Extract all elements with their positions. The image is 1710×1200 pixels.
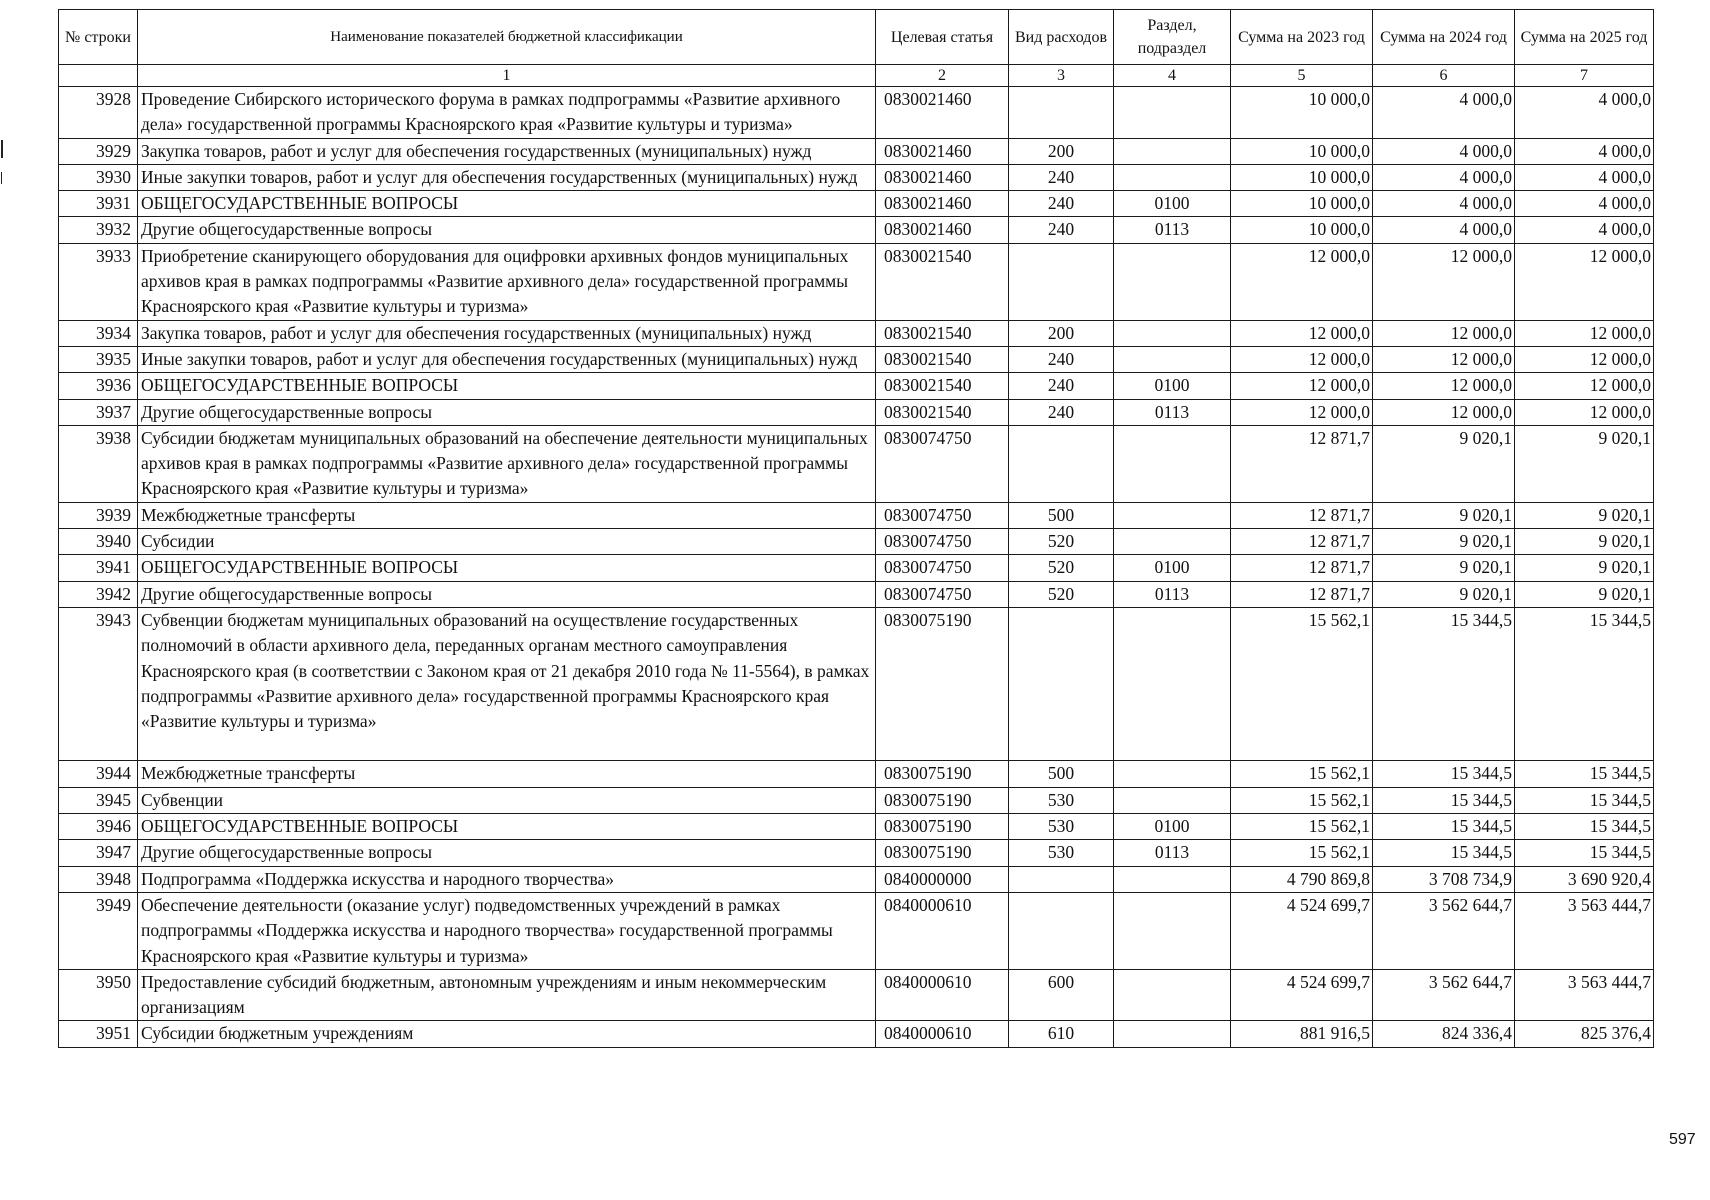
indicator-name: Предоставление субсидий бюджетным, автономным учреждениям и иным некоммерческим организациям [138,969,876,1021]
indicator-name: Подпрограмма «Поддержка искусства и народного творчества» [138,866,876,892]
target-article-code: 0830021540 [876,399,1009,425]
column-number [59,65,138,87]
amount-2025: 825 376,4 [1515,1021,1654,1047]
amount-2024: 9 020,1 [1373,581,1515,607]
table-row [59,138,1654,164]
expense-type-code [1009,243,1114,320]
table-row [59,969,1654,1021]
row-number: 3943 [59,607,138,760]
table-row [59,840,1654,866]
amount-2025: 15 344,5 [1515,607,1654,760]
row-number: 3951 [59,1021,138,1047]
indicator-name: Закупка товаров, работ и услуг для обеспечения государственных (муниципальных) нужд [138,138,876,164]
header-expense-type: Вид расходов [1009,10,1114,65]
table-row [59,164,1654,190]
amount-2023: 10 000,0 [1231,217,1373,243]
section-code [1114,320,1231,346]
indicator-name: Другие общегосударственные вопросы [138,217,876,243]
target-article-code: 0830021540 [876,243,1009,320]
indicator-name: Субсидии бюджетам муниципальных образований на обеспечение деятельности муниципальных архивов края в рамках подпрограммы «Развитие архивного дела» государственной программы Красноярского края «Развитие культуры и туризма» [138,425,876,502]
section-code [1114,1021,1231,1047]
expense-type-code: 240 [1009,373,1114,399]
amount-2023: 12 871,7 [1231,425,1373,502]
section-code: 0113 [1114,399,1231,425]
amount-2023: 10 000,0 [1231,191,1373,217]
row-number: 3941 [59,555,138,581]
target-article-code: 0830074750 [876,555,1009,581]
indicator-name: Субвенции бюджетам муниципальных образований на осуществление государственных полномочий в области архивного дела, переданных органам местного самоуправления Красноярского края (в соответствии с Законом края от 21 декабря 2010 года № 11-5564), в рамках подпрограммы «Развитие архивного дела» государственной программы Красноярского края «Развитие культуры и туризма» [138,607,876,760]
indicator-name: Иные закупки товаров, работ и услуг для обеспечения государственных (муниципальных) нужд [138,164,876,190]
column-number: 2 [876,65,1009,87]
row-number: 3945 [59,787,138,813]
section-code [1114,866,1231,892]
row-number: 3934 [59,320,138,346]
expense-type-code: 520 [1009,529,1114,555]
target-article-code: 0840000610 [876,1021,1009,1047]
indicator-name: Обеспечение деятельности (оказание услуг) подведомственных учреждений в рамках подпрограммы «Поддержка искусства и народного творчества» государственной программы Красноярского края «Развитие культуры и туризма» [138,892,876,969]
column-number: 1 [138,65,876,87]
column-number: 3 [1009,65,1114,87]
amount-2025: 3 563 444,7 [1515,892,1654,969]
indicator-name: Субсидии [138,529,876,555]
section-code [1114,243,1231,320]
indicator-name: Субвенции [138,787,876,813]
amount-2023: 12 871,7 [1231,581,1373,607]
expense-type-code: 530 [1009,814,1114,840]
section-code [1114,346,1231,372]
expense-type-code: 500 [1009,761,1114,787]
amount-2023: 12 871,7 [1231,555,1373,581]
table-row [59,346,1654,372]
amount-2023: 15 562,1 [1231,607,1373,760]
amount-2025: 9 020,1 [1515,502,1654,528]
column-number: 5 [1231,65,1373,87]
amount-2024: 15 344,5 [1373,607,1515,760]
target-article-code: 0840000610 [876,969,1009,1021]
amount-2023: 12 000,0 [1231,243,1373,320]
indicator-name: ОБЩЕГОСУДАРСТВЕННЫЕ ВОПРОСЫ [138,191,876,217]
amount-2023: 4 524 699,7 [1231,969,1373,1021]
expense-type-code: 240 [1009,399,1114,425]
row-number: 3933 [59,243,138,320]
expense-type-code [1009,607,1114,760]
expense-type-code: 240 [1009,217,1114,243]
amount-2023: 15 562,1 [1231,840,1373,866]
target-article-code: 0830074750 [876,529,1009,555]
indicator-name: Закупка товаров, работ и услуг для обеспечения государственных (муниципальных) нужд [138,320,876,346]
scan-artifact-mark [1,172,2,184]
amount-2024: 9 020,1 [1373,425,1515,502]
indicator-name: Иные закупки товаров, работ и услуг для обеспечения государственных (муниципальных) нужд [138,346,876,372]
header-section: Раздел, подраздел [1114,10,1231,65]
expense-type-code: 530 [1009,787,1114,813]
amount-2023: 15 562,1 [1231,814,1373,840]
target-article-code: 0830074750 [876,425,1009,502]
row-number: 3944 [59,761,138,787]
header-indicator-name: Наименование показателей бюджетной классификации [138,10,876,65]
target-article-code: 0830021540 [876,320,1009,346]
row-number: 3937 [59,399,138,425]
row-number: 3949 [59,892,138,969]
table-body [59,87,1654,1048]
amount-2023: 12 000,0 [1231,399,1373,425]
amount-2025: 3 690 920,4 [1515,866,1654,892]
amount-2024: 4 000,0 [1373,164,1515,190]
amount-2025: 9 020,1 [1515,581,1654,607]
indicator-name: ОБЩЕГОСУДАРСТВЕННЫЕ ВОПРОСЫ [138,373,876,399]
section-code: 0113 [1114,840,1231,866]
section-code: 0113 [1114,217,1231,243]
expense-type-code [1009,866,1114,892]
table-row [59,217,1654,243]
header-target-article: Целевая статья [876,10,1009,65]
amount-2023: 12 871,7 [1231,502,1373,528]
row-number: 3929 [59,138,138,164]
expense-type-code: 500 [1009,502,1114,528]
expense-type-code: 610 [1009,1021,1114,1047]
row-number: 3940 [59,529,138,555]
indicator-name: Другие общегосударственные вопросы [138,840,876,866]
row-number: 3946 [59,814,138,840]
amount-2023: 15 562,1 [1231,787,1373,813]
section-code [1114,787,1231,813]
target-article-code: 0830021540 [876,373,1009,399]
expense-type-code [1009,892,1114,969]
indicator-name: ОБЩЕГОСУДАРСТВЕННЫЕ ВОПРОСЫ [138,555,876,581]
indicator-name: Межбюджетные трансферты [138,502,876,528]
amount-2024: 9 020,1 [1373,529,1515,555]
amount-2023: 10 000,0 [1231,164,1373,190]
amount-2024: 3 708 734,9 [1373,866,1515,892]
amount-2025: 15 344,5 [1515,787,1654,813]
amount-2025: 15 344,5 [1515,840,1654,866]
row-number: 3947 [59,840,138,866]
row-number: 3936 [59,373,138,399]
section-code [1114,164,1231,190]
section-code [1114,529,1231,555]
table-row [59,555,1654,581]
table-header-row [59,10,1654,65]
header-sum-2024: Сумма на 2024 год [1373,10,1515,65]
target-article-code: 0830075190 [876,814,1009,840]
amount-2024: 12 000,0 [1373,320,1515,346]
amount-2024: 12 000,0 [1373,346,1515,372]
column-number: 6 [1373,65,1515,87]
amount-2023: 4 790 869,8 [1231,866,1373,892]
amount-2023: 881 916,5 [1231,1021,1373,1047]
amount-2024: 12 000,0 [1373,399,1515,425]
amount-2024: 824 336,4 [1373,1021,1515,1047]
amount-2025: 4 000,0 [1515,87,1654,139]
section-code: 0100 [1114,814,1231,840]
table-row [59,866,1654,892]
table-row [59,243,1654,320]
row-number: 3948 [59,866,138,892]
table-row [59,581,1654,607]
expense-type-code: 600 [1009,969,1114,1021]
table-row [59,761,1654,787]
target-article-code: 0830021460 [876,164,1009,190]
amount-2023: 12 000,0 [1231,346,1373,372]
row-number: 3935 [59,346,138,372]
amount-2025: 4 000,0 [1515,138,1654,164]
amount-2023: 12 000,0 [1231,320,1373,346]
scan-artifact-mark [1,140,3,158]
indicator-name: Другие общегосударственные вопросы [138,581,876,607]
amount-2023: 10 000,0 [1231,87,1373,139]
amount-2025: 9 020,1 [1515,529,1654,555]
indicator-name: Приобретение сканирующего оборудования для оцифровки архивных фондов муниципальных архивов края в рамках подпрограммы «Развитие архивного дела» государственной программы Красноярского края «Развитие культуры и туризма» [138,243,876,320]
amount-2024: 9 020,1 [1373,555,1515,581]
section-code: 0100 [1114,191,1231,217]
column-number: 4 [1114,65,1231,87]
amount-2024: 12 000,0 [1373,243,1515,320]
table-row [59,1021,1654,1047]
table-row [59,892,1654,969]
section-code [1114,607,1231,760]
indicator-name: Межбюджетные трансферты [138,761,876,787]
target-article-code: 0830075190 [876,787,1009,813]
amount-2023: 15 562,1 [1231,761,1373,787]
amount-2025: 12 000,0 [1515,399,1654,425]
target-article-code: 0840000610 [876,892,1009,969]
row-number: 3950 [59,969,138,1021]
target-article-code: 0830075190 [876,761,1009,787]
indicator-name: ОБЩЕГОСУДАРСТВЕННЫЕ ВОПРОСЫ [138,814,876,840]
section-code: 0113 [1114,581,1231,607]
indicator-name: Проведение Сибирского исторического форума в рамках подпрограммы «Развитие архивного дела» государственной программы Красноярского края «Развитие культуры и туризма» [138,87,876,139]
section-code: 0100 [1114,373,1231,399]
amount-2023: 10 000,0 [1231,138,1373,164]
amount-2025: 9 020,1 [1515,555,1654,581]
section-code [1114,761,1231,787]
target-article-code: 0840000000 [876,866,1009,892]
amount-2023: 12 871,7 [1231,529,1373,555]
row-number: 3928 [59,87,138,139]
indicator-name: Другие общегосударственные вопросы [138,399,876,425]
expense-type-code: 240 [1009,164,1114,190]
table-row [59,373,1654,399]
page-number: 597 [1669,1131,1696,1148]
section-code [1114,87,1231,139]
target-article-code: 0830074750 [876,581,1009,607]
section-code [1114,425,1231,502]
expense-type-code: 520 [1009,581,1114,607]
header-sum-2023: Сумма на 2023 год [1231,10,1373,65]
expense-type-code: 240 [1009,346,1114,372]
section-code [1114,138,1231,164]
indicator-name: Субсидии бюджетным учреждениям [138,1021,876,1047]
row-number: 3930 [59,164,138,190]
amount-2024: 9 020,1 [1373,502,1515,528]
table-row [59,191,1654,217]
amount-2024: 15 344,5 [1373,761,1515,787]
amount-2025: 4 000,0 [1515,191,1654,217]
expense-type-code: 520 [1009,555,1114,581]
table-row [59,87,1654,139]
amount-2025: 12 000,0 [1515,373,1654,399]
amount-2024: 3 562 644,7 [1373,969,1515,1021]
row-number: 3939 [59,502,138,528]
amount-2025: 4 000,0 [1515,217,1654,243]
target-article-code: 0830021460 [876,191,1009,217]
row-number: 3938 [59,425,138,502]
table-row [59,320,1654,346]
header-sum-2025: Сумма на 2025 год [1515,10,1654,65]
table-row [59,425,1654,502]
amount-2023: 4 524 699,7 [1231,892,1373,969]
target-article-code: 0830021460 [876,138,1009,164]
target-article-code: 0830021460 [876,217,1009,243]
amount-2025: 9 020,1 [1515,425,1654,502]
expense-type-code [1009,87,1114,139]
table-row [59,399,1654,425]
target-article-code: 0830021460 [876,87,1009,139]
table-row [59,502,1654,528]
row-number: 3931 [59,191,138,217]
amount-2024: 3 562 644,7 [1373,892,1515,969]
budget-table [58,9,1654,1048]
amount-2025: 3 563 444,7 [1515,969,1654,1021]
table-row [59,814,1654,840]
target-article-code: 0830075190 [876,607,1009,760]
amount-2024: 4 000,0 [1373,138,1515,164]
table-row [59,529,1654,555]
amount-2025: 4 000,0 [1515,164,1654,190]
target-article-code: 0830021540 [876,346,1009,372]
expense-type-code: 200 [1009,138,1114,164]
section-code [1114,502,1231,528]
row-number: 3942 [59,581,138,607]
expense-type-code: 200 [1009,320,1114,346]
amount-2025: 12 000,0 [1515,243,1654,320]
amount-2025: 12 000,0 [1515,320,1654,346]
section-code: 0100 [1114,555,1231,581]
amount-2023: 12 000,0 [1231,373,1373,399]
table-row [59,787,1654,813]
amount-2024: 4 000,0 [1373,87,1515,139]
amount-2024: 4 000,0 [1373,191,1515,217]
amount-2025: 15 344,5 [1515,761,1654,787]
amount-2024: 12 000,0 [1373,373,1515,399]
section-code [1114,892,1231,969]
target-article-code: 0830075190 [876,840,1009,866]
amount-2024: 15 344,5 [1373,814,1515,840]
header-row-number: № строки [59,10,138,65]
section-code [1114,969,1231,1021]
column-number-row [59,65,1654,87]
amount-2024: 4 000,0 [1373,217,1515,243]
column-number: 7 [1515,65,1654,87]
expense-type-code [1009,425,1114,502]
amount-2025: 12 000,0 [1515,346,1654,372]
amount-2024: 15 344,5 [1373,787,1515,813]
table-row [59,607,1654,760]
amount-2025: 15 344,5 [1515,814,1654,840]
row-number: 3932 [59,217,138,243]
amount-2024: 15 344,5 [1373,840,1515,866]
target-article-code: 0830074750 [876,502,1009,528]
expense-type-code: 240 [1009,191,1114,217]
expense-type-code: 530 [1009,840,1114,866]
